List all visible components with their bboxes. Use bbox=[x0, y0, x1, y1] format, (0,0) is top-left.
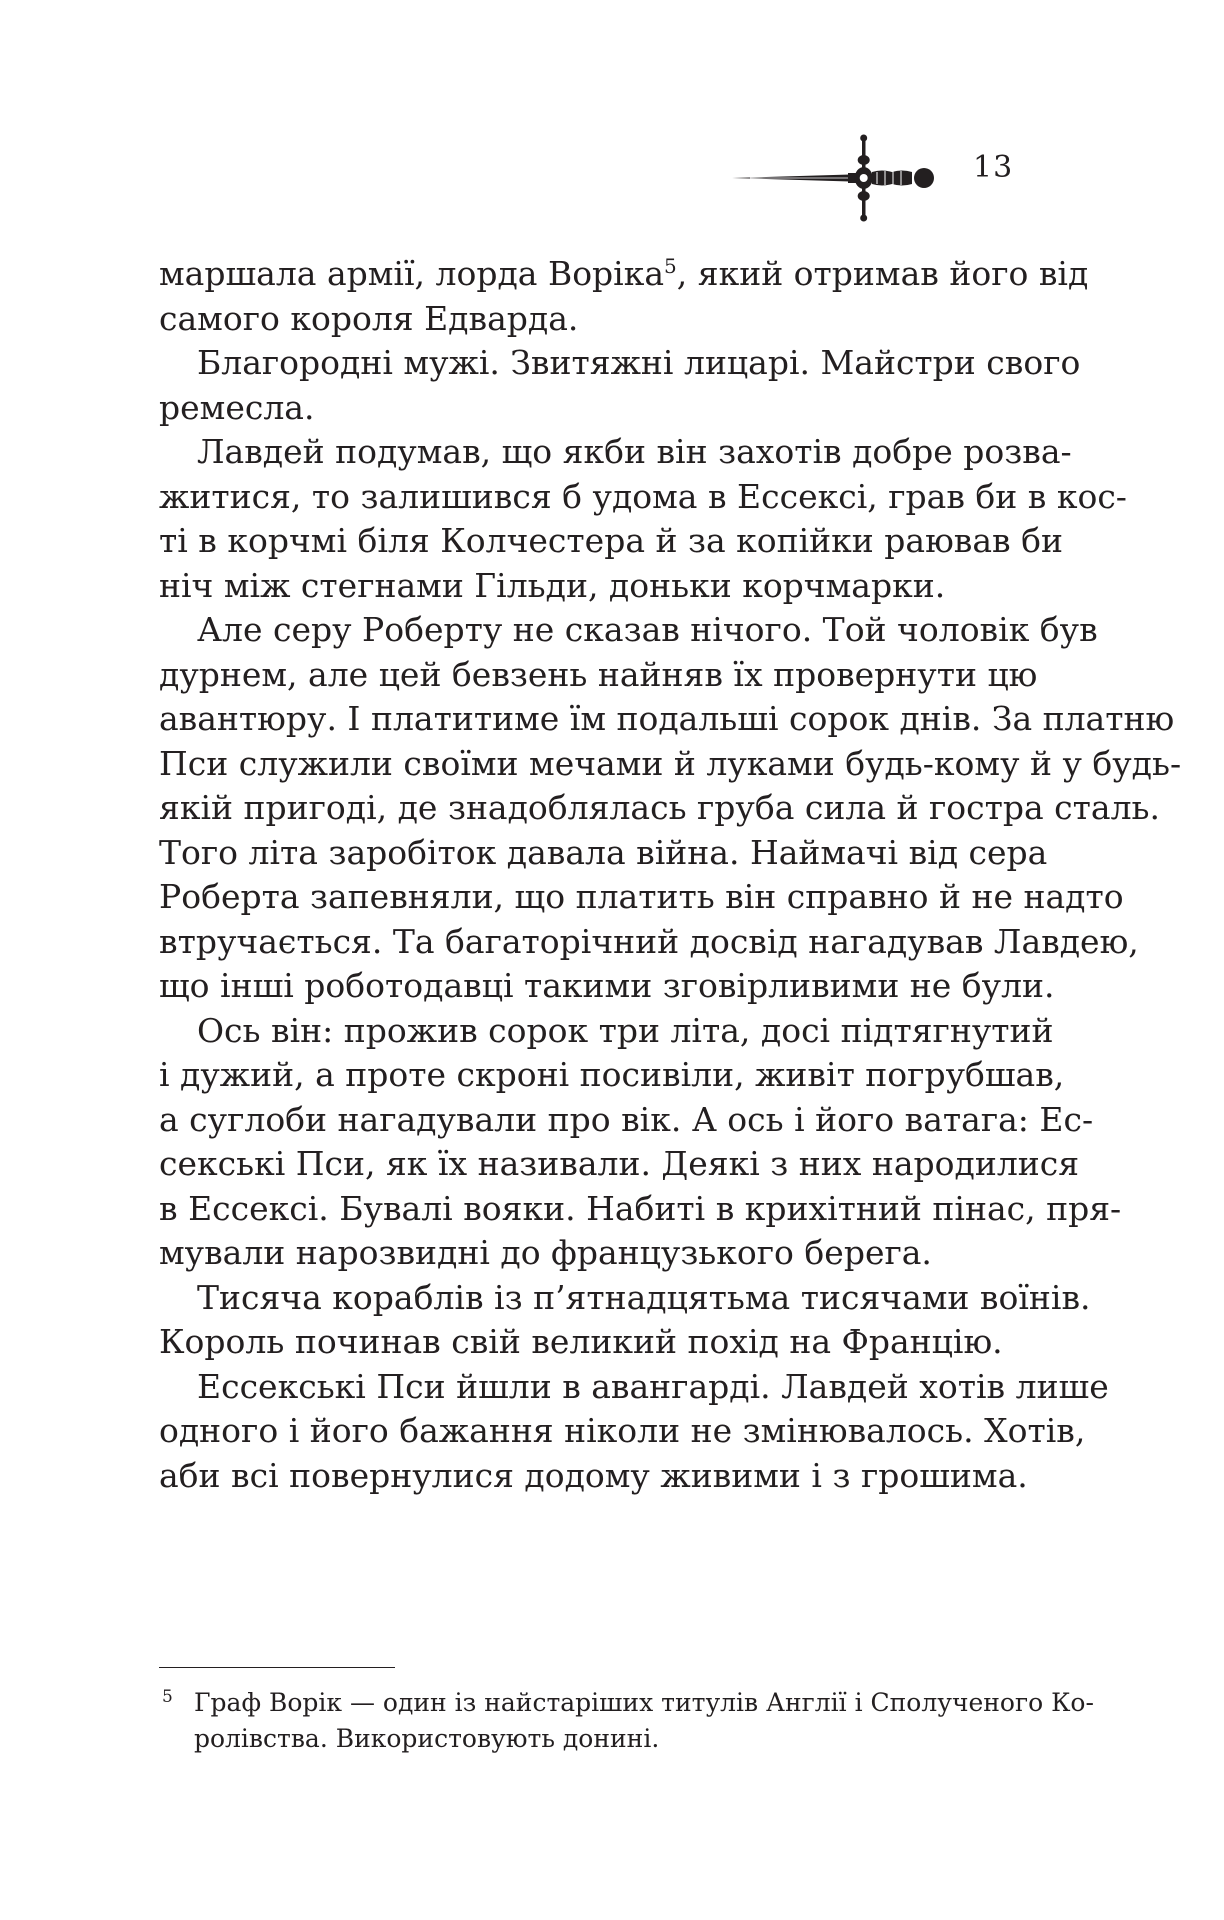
text-line: Того літа заробіток давала війна. Наймачі від сера bbox=[159, 832, 1048, 872]
text-line: аби всі повернулися додому живими і з грошима. bbox=[159, 1455, 1028, 1495]
footnote-number: 5 bbox=[162, 1687, 173, 1707]
text-line: що інші роботодавці такими зговірливими не були. bbox=[159, 966, 1055, 1005]
text-line: втручається. Та багаторічний досвід нагадував Лавдею, bbox=[159, 921, 1139, 961]
text-line: Благородні мужі. Звитяжні лицарі. Майстри свого bbox=[197, 343, 1081, 382]
text-line: дурнем, але цей бевзень найняв їх провернути цю bbox=[159, 654, 1038, 694]
text-line: Лавдей подумав, що якби він захотів добре розва- bbox=[197, 432, 1072, 471]
text-line: маршала армії, лорда Воріка$^5$, який отримав його від bbox=[159, 254, 1089, 293]
footnote-divider bbox=[159, 1667, 395, 1668]
text-line: мували нарозвидні до французького берега. bbox=[159, 1233, 932, 1272]
paragraph bbox=[159, 1009, 1122, 1276]
text-line: ремесла. bbox=[159, 387, 315, 427]
text-line: секські Пси, як їх називали. Деякі з них народилися bbox=[159, 1144, 1080, 1183]
page-number: 13 bbox=[973, 150, 1014, 185]
dagger-icon bbox=[730, 120, 945, 230]
footnote-line: Граф Ворік — один із найстаріших титулів Англії і Сполученого Ко- bbox=[194, 1688, 1094, 1717]
text-line: а суглоби нагадували про вік. А ось і його ватага: Ес- bbox=[159, 1099, 1094, 1139]
text-line: Пси служили своїми мечами й луками будь-кому й у будь- bbox=[159, 743, 1182, 783]
text-line: самого короля Едварда. bbox=[159, 298, 579, 338]
paragraph bbox=[159, 608, 1182, 1009]
text-line: Король починав свій великий похід на Францію. bbox=[159, 1322, 1003, 1361]
text-line: Ось він: прожив сорок три літа, досі підтягнутий bbox=[197, 1010, 1054, 1050]
text-line: ніч між стегнами Гільди, доньки корчмарки. bbox=[159, 565, 946, 605]
text-line: житися, то залишився б удома в Ессексі, грав би в кос- bbox=[159, 476, 1127, 516]
paragraph bbox=[159, 1276, 1091, 1365]
running-header bbox=[730, 120, 1020, 230]
text-line: Роберта запевняли, що платить він справно й не надто bbox=[159, 877, 1124, 916]
text-line: якій пригоді, де знадоблялась груба сила й гостра сталь. bbox=[159, 788, 1160, 827]
paragraph bbox=[159, 341, 1081, 430]
footnote-line: ролівства. Використовують донині. bbox=[194, 1724, 660, 1753]
footnote bbox=[159, 1685, 1094, 1757]
paragraph bbox=[159, 1365, 1109, 1499]
text-line: авантюру. І платитиме їм подальші сорок днів. За платню bbox=[159, 699, 1175, 738]
footnote-text bbox=[159, 1685, 1094, 1757]
text-line: Тисяча кораблів із п’ятнадцятьма тисячами воїнів. bbox=[197, 1277, 1091, 1317]
footnote-reference[interactable]: 5 bbox=[664, 254, 677, 278]
paragraph bbox=[159, 430, 1127, 608]
paragraph bbox=[159, 252, 1089, 341]
text-line: і дужий, а проте скроні посивіли, живіт погрубшав, bbox=[159, 1055, 1065, 1094]
text-line: в Ессексі. Бувалі вояки. Набиті в крихітний пінас, пря- bbox=[159, 1188, 1122, 1228]
main-text bbox=[159, 252, 1182, 1498]
text-line: Але серу Роберту не сказав нічого. Той чоловік був bbox=[197, 610, 1098, 649]
text-line: ті в корчмі біля Колчестера й за копійки раював би bbox=[159, 521, 1063, 560]
text-line: Ессекські Пси йшли в авангарді. Лавдей хотів лише bbox=[197, 1366, 1109, 1406]
text-line: одного і його бажання ніколи не змінювалось. Хотів, bbox=[159, 1411, 1086, 1450]
